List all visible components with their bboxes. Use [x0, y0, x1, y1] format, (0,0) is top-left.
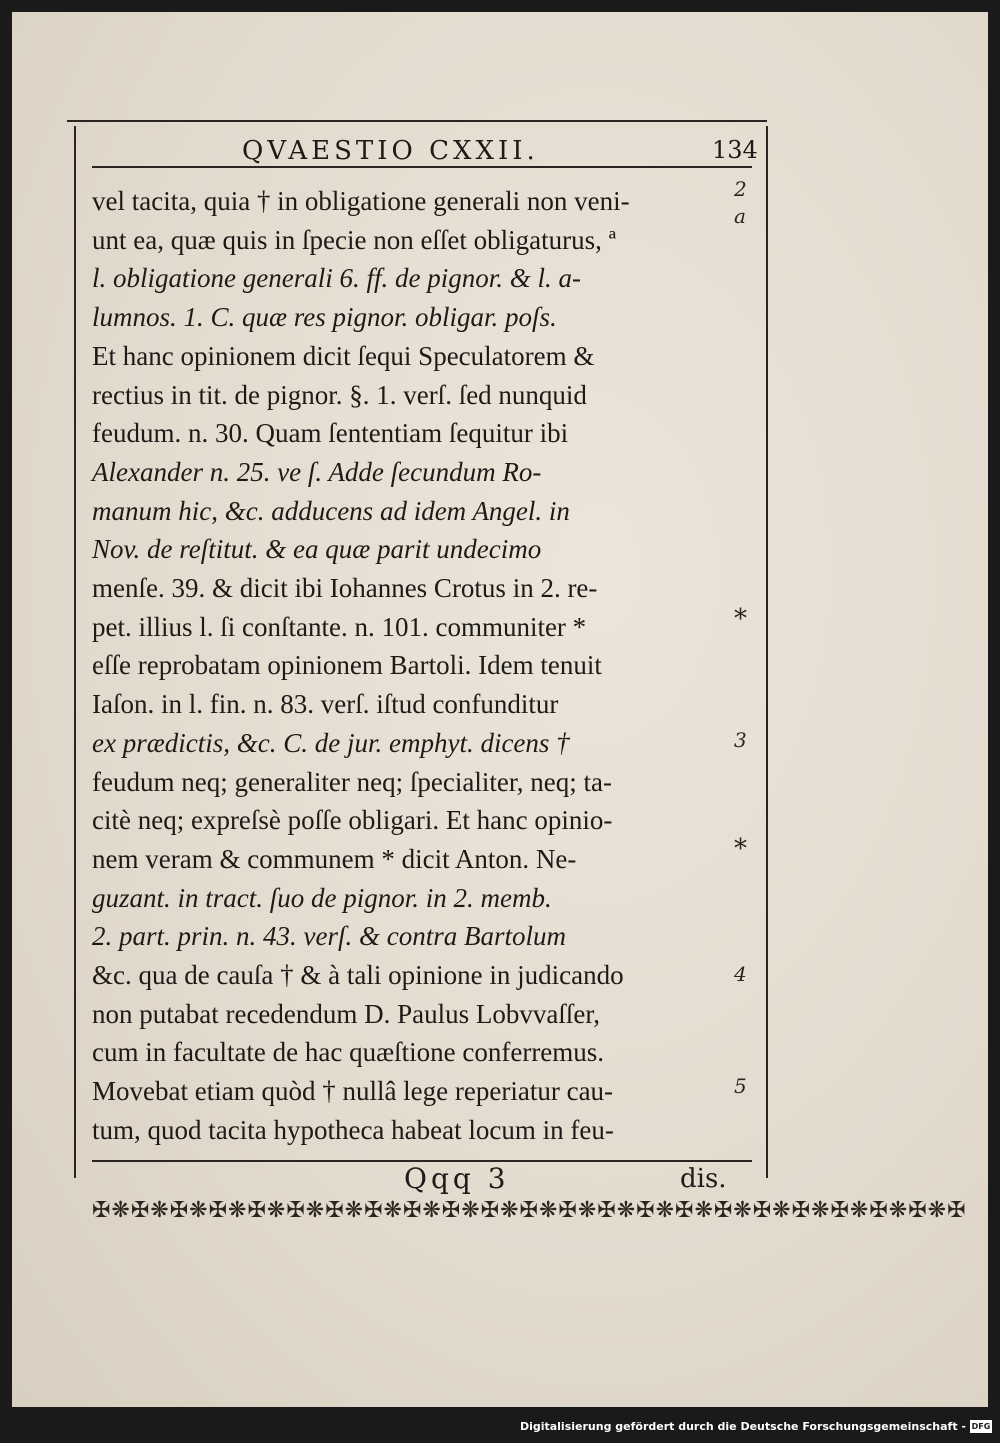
catchword: dis. — [680, 1164, 727, 1194]
text-line: cum in facultate de hac quæſtione conferremus. — [92, 1037, 605, 1068]
header-rule — [67, 120, 767, 122]
text-line: Et hanc opinionem dicit ſequi Speculatorem & — [92, 340, 595, 371]
text-line: Iaſon. in l. fin. n. 83. verſ. iſtud confunditur — [92, 689, 559, 720]
text-line: feudum neq; generaliter neq; ſpecialiter, neq; ta- — [92, 766, 612, 797]
text-line: lumnos. 1. C. quæ res pignor. obligar. poſs. — [92, 302, 557, 333]
text-line: tum, quod tacita hypotheca habeat locum in feu- — [92, 1114, 614, 1145]
margin-note: 5 — [734, 1074, 747, 1098]
text-line: Nov. de reſtitut. & ea quæ parit undecimo — [92, 534, 542, 565]
text-line: l. obligatione generali 6. ff. de pignor. & l. a- — [92, 263, 581, 294]
text-line: feudum. n. 30. Quam ſententiam ſequitur ibi — [92, 418, 569, 449]
text-line: guzant. in tract. ſuo de pignor. in 2. memb. — [92, 882, 552, 913]
text-line: eſſe reprobatam opinionem Bartoli. Idem tenuit — [92, 650, 602, 681]
text-line: nem veram & communem * dicit Anton. Ne- — [92, 843, 577, 874]
text-line: Alexander n. 25. ve ſ. Adde ſecundum Ro- — [92, 456, 542, 487]
margin-note: 2 — [734, 177, 747, 201]
header-rule-lower — [92, 166, 752, 168]
margin-note: 4 — [734, 962, 747, 986]
text-line: ex prædictis, &c. C. de jur. emphyt. dicens † — [92, 727, 570, 758]
body-text — [92, 182, 732, 1150]
text-line: &c. qua de cauſa † & à tali opinione in judicando — [92, 960, 624, 991]
text-line: Movebat etiam quòd † nullâ lege reperiatur cau- — [92, 1076, 614, 1107]
dfg-logo-icon: DFG — [971, 1422, 991, 1431]
margin-note: a — [734, 204, 746, 228]
text-line: unt ea, quæ quis in ſpecie non eſſet obligaturus, ª — [92, 224, 617, 255]
text-line: rectius in tit. de pignor. §. 1. verſ. ſed nunquid — [92, 379, 587, 410]
text-line: vel tacita, quia † in obligatione generali non veni- — [92, 186, 630, 216]
ornament-border: ✠❋✠❋✠❋✠❋✠❋✠❋✠❋✠❋✠❋✠❋✠❋✠❋✠❋✠❋✠❋✠❋✠❋✠❋✠❋✠❋✠❋✠❋✠ — [92, 1198, 967, 1223]
text-line: non putabat recedendum D. Paulus Lobvvaſſer, — [92, 998, 601, 1029]
margin-note: * — [734, 834, 747, 864]
text-line: 2. part. prin. n. 43. verſ. & contra Bartolum — [92, 921, 566, 952]
signature-mark: Qqq 3 — [404, 1162, 510, 1195]
digitization-credit: Digitalisierung gefördert durch die Deutsche Forschungsgemeinschaft - — [519, 1420, 966, 1433]
page-number: 134 — [712, 136, 758, 164]
text-line: pet. illius l. ſi conſtante. n. 101. communiter * — [92, 611, 587, 642]
margin-note: 3 — [734, 728, 747, 752]
running-head: QVAESTIO CXXII. — [242, 136, 539, 166]
text-line: menſe. 39. & dicit ibi Iohannes Crotus in 2. re- — [92, 573, 598, 604]
text-line: citè neq; expreſsè poſſe obligari. Et hanc opinio- — [92, 805, 613, 836]
margin-note: * — [734, 604, 747, 634]
book-page — [12, 12, 988, 1407]
text-line: manum hic, &c. adducens ad idem Angel. in — [92, 495, 570, 526]
